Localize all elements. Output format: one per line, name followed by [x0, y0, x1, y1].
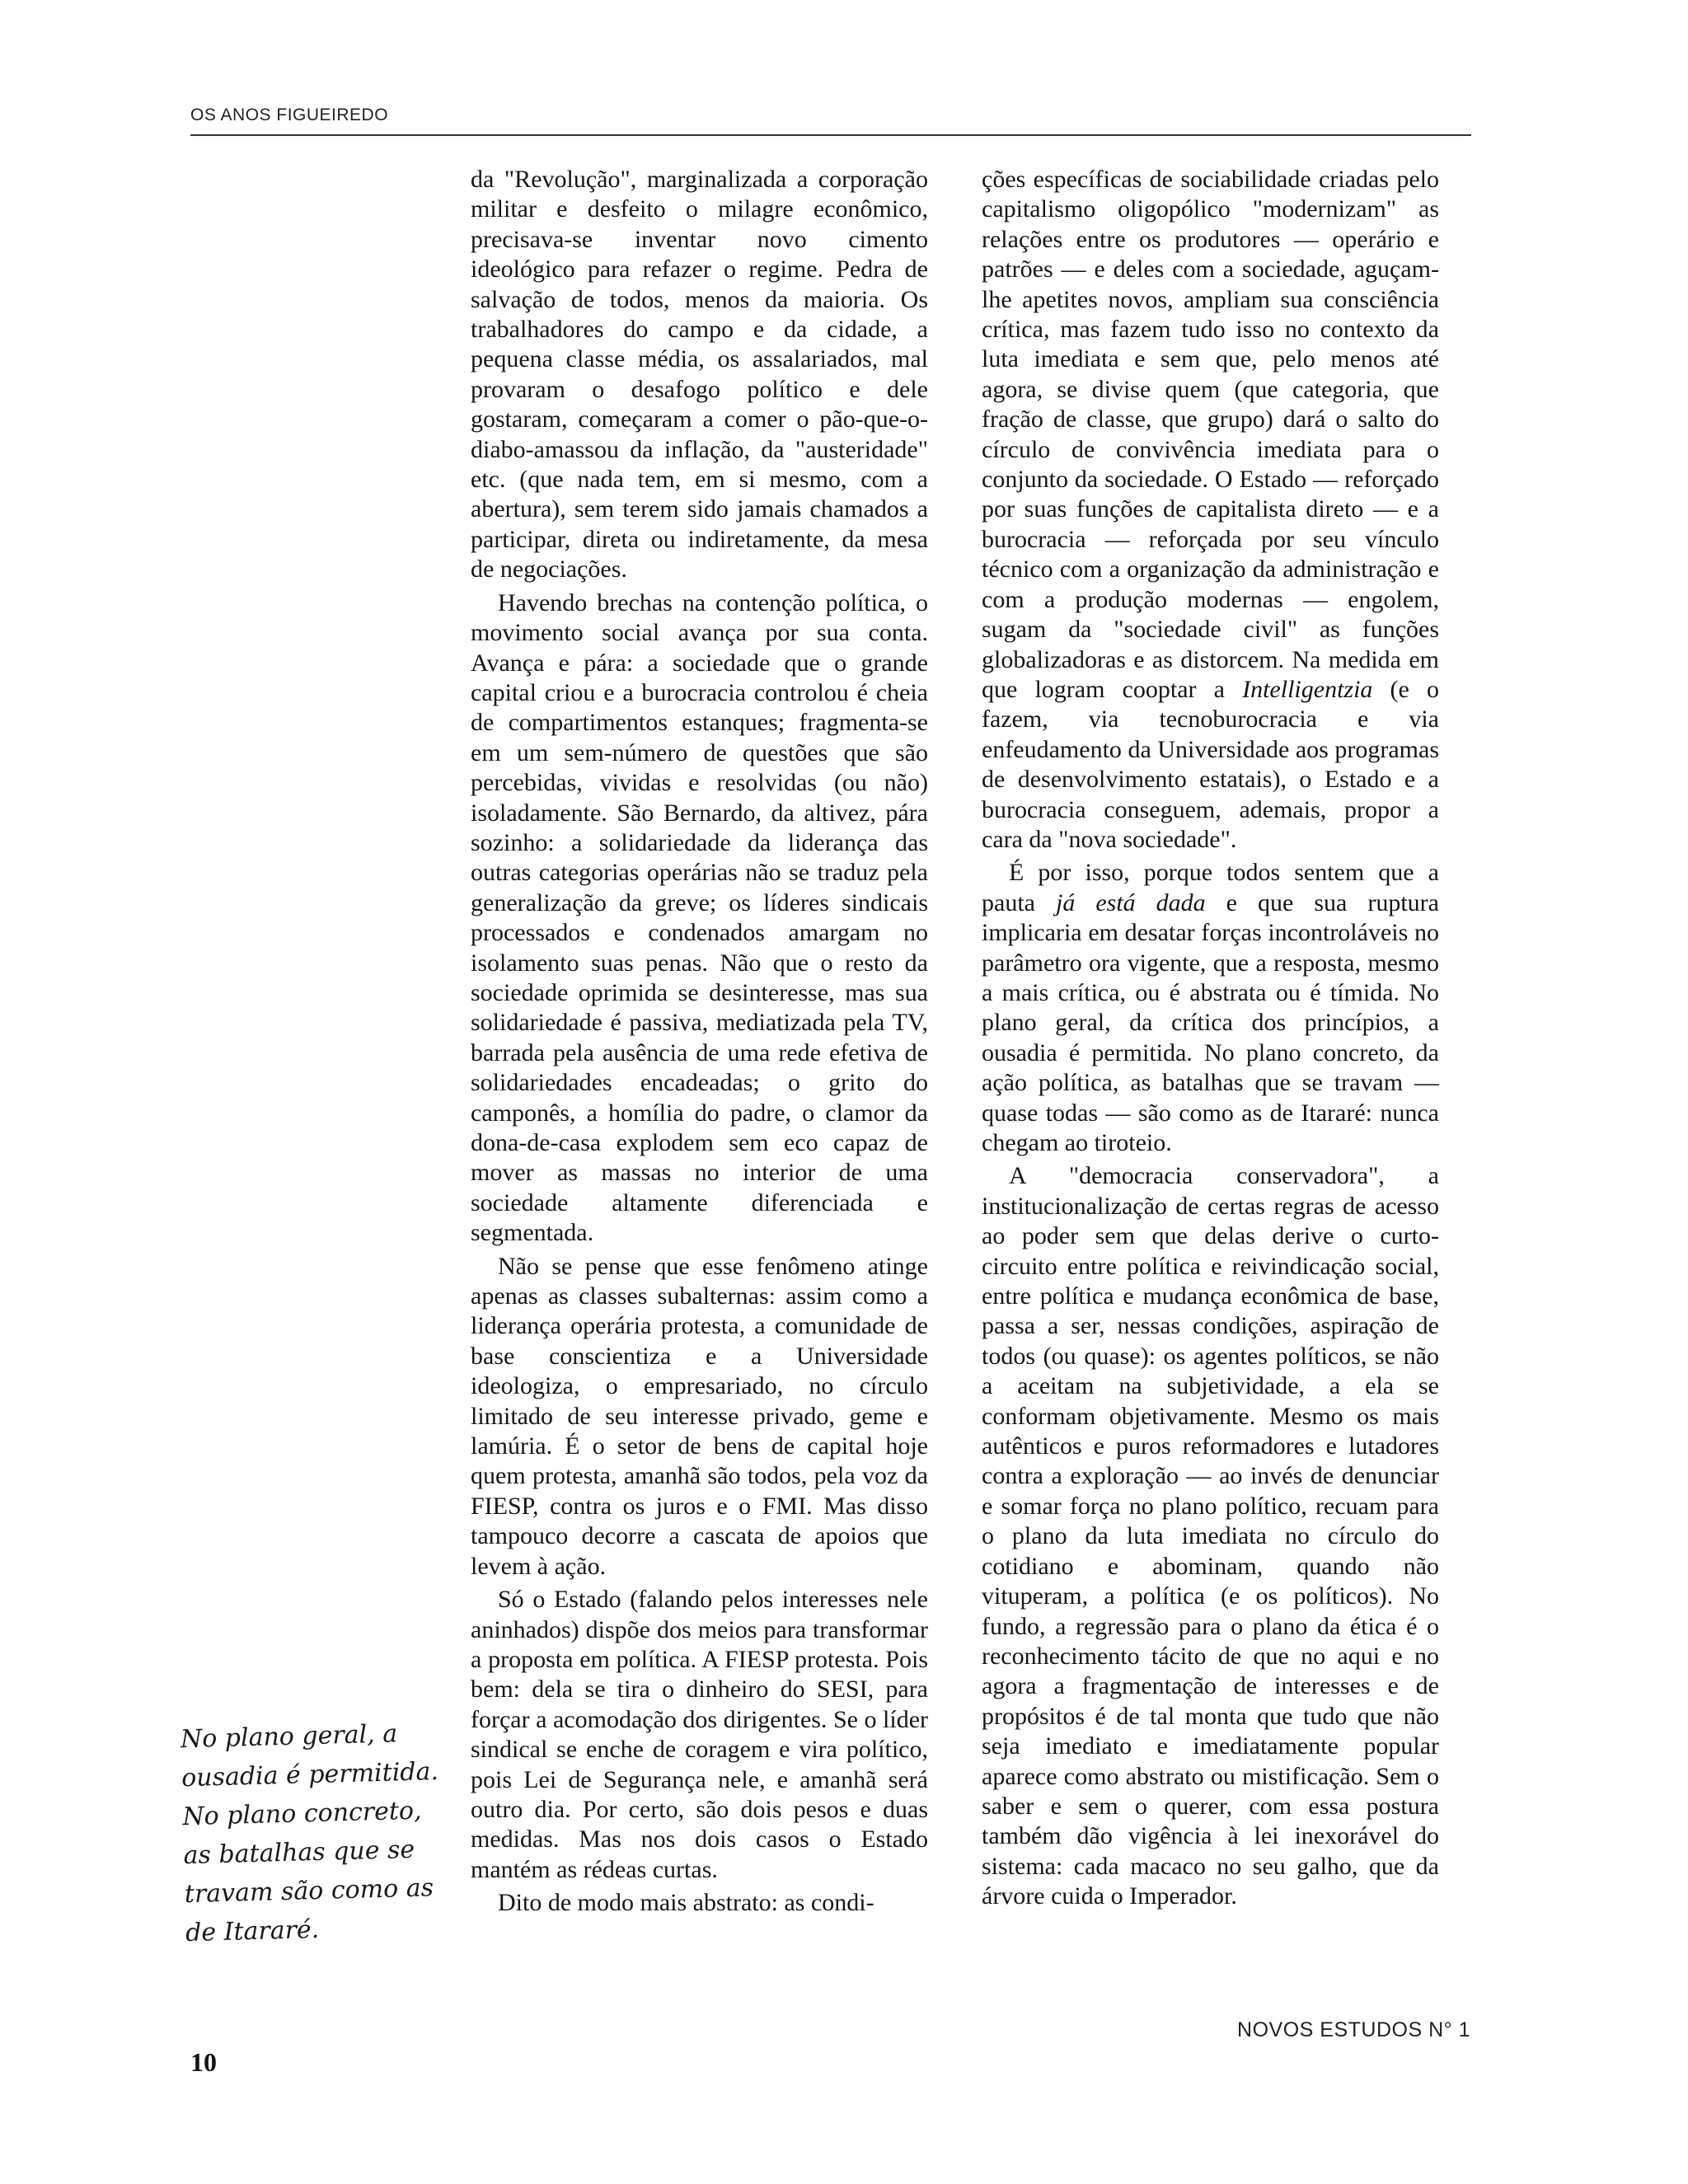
paragraph: [982, 165, 1439, 855]
italic-term: Intelligentzia: [1242, 675, 1373, 703]
running-head: OS ANOS FIGUEIREDO: [190, 105, 389, 124]
paragraph: Não se pense que esse fenômeno atinge apenas as classes subalternas: assim como a liderança operária protesta, a comunidade de base conscientiza e a Universidade ideologiza, o empresariado, no círculo limitado de seu interesse privado, geme e lamúria. É o setor de bens de capital hoje quem protesta, amanhã são todos, pela voz da FIESP, contra os juros e o FMI. Mas disso tampouco decorre a cascata de apoios que levem à ação.: [471, 1252, 928, 1580]
paragraph: da "Revolução", marginalizada a corporação militar e desfeito o milagre econômico, precisava-se inventar novo cimento ideológico para refazer o regime. Pedra de salvação de todos, menos da maioria. Os trabalhadores do campo e da cidade, a pequena classe média, os assalariados, mal provaram o desafogo político e dele gostaram, começaram a comer o pão-que-o-diabo-amassou da inflação, da "austeridade" etc. (que nada tem, em si mesmo, com a abertura), sem terem sido jamais chamados a participar, direta ou indiretamente, da mesa de negociações.: [471, 166, 928, 583]
paragraph-text: e que sua ruptura implicaria em desatar forças incontroláveis no parâmetro ora vigente, que a resposta, mesmo a mais crítica, ou é abstrata ou é tímida. No plano geral, da crítica dos princípios, a ousadia é permitida. No plano concreto, da ação política, as batalhas que se travam — quase todas — são como as de Itararé: nunca chegam ao tiroteio.: [982, 888, 1439, 1156]
italic-phrase: já está dada: [1055, 888, 1206, 916]
paragraph-text: É por isso, porque todos sentem que a pauta: [982, 859, 1439, 916]
text-column-right: [982, 165, 1439, 1915]
paragraph-text: ções específicas de sociabilidade criadas pelo capitalismo oligopólico "modernizam" as relações entre os produtores — operário e patrões — e deles com a sociedade, aguçam-lhe apetites novos, ampliam sua consciência crítica, mas fazem tudo isso no contexto da luta imediata e sem que, pelo menos até agora, se divise quem (que categoria, que fração de classe, que grupo) dará o salto do círculo de convivência imediata para o conjunto da sociedade. O Estado — reforçado por suas funções de capitalista direto — e a burocracia — reforçada por seu vínculo técnico com a organização da administração e com a produção modernas — engolem, sugam da "sociedade civil" as funções globalizadoras e as distorcem. Na medida em que logram cooptar a: [982, 166, 1439, 703]
paragraph-text: (e o fazem, via tecnoburocracia e via enfeudamento da Universidade aos programas de desenvolvimento estatais), o Estado e a burocracia conseguem, ademais, propor a cara da "nova sociedade".: [982, 675, 1439, 853]
paragraph: Dito de modo mais abstrato: as condi-: [498, 1889, 874, 1917]
header-rule: [190, 134, 1471, 136]
paragraph: [982, 858, 1439, 1158]
paragraph: A "democracia conservadora", a institucionalização de certas regras de acesso ao poder sem que delas derive o curto-circuito entre política e reivindicação social, entre política e mudança econômica de base, passa a ser, nessas condições, aspiração de todos (ou quase): os agentes políticos, se não a aceitam na subjetividade, a ela se conformam objetivamente. Mesmo os mais autênticos e puros reformadores e lutadores contra a exploração — ao invés de denunciar e somar força no plano político, recuam para o plano da luta imediata no círculo do cotidiano e abominam, quando não vituperam, a política (e os políticos). No fundo, a regressão para o plano da ética é o reconhecimento tácito de que no aqui e no agora a fragmentação de interesses e de propósitos é de tal monta que tudo que não seja imediato e imediatamente popular aparece como abstrato ou mistificação. Sem o saber e sem o querer, com essa postura também dão vigência à lei inexorável do sistema: cada macaco no seu galho, que da árvore cuida o Imperador.: [982, 1162, 1439, 1910]
paragraph: Havendo brechas na contenção política, o movimento social avança por sua conta. Avança e pára: a sociedade que o grande capital criou e a burocracia controlou é cheia de compartimentos estanques; fragmenta-se em um sem-número de questões que são percebidas, vividas e resolvidas (ou não) isoladamente. São Bernardo, da altivez, pára sozinho: a solidariedade da liderança das outras categorias operárias não se traduz pela generalização da greve; os líderes sindicais processados e condenados amargam no isolamento suas penas. Não que o resto da sociedade oprimida se desinteresse, mas sua solidariedade é passiva, mediatizada pela TV, barrada pela ausência de uma rede efetiva de solidariedades encadeadas; o grito do camponês, a homília do padre, o clamor da dona-de-casa explodem sem eco capaz de mover as massas no interior de uma sociedade altamente diferenciada e segmentada.: [471, 588, 928, 1247]
text-column-left: [471, 165, 928, 1922]
page-number: 10: [190, 2047, 217, 2077]
paragraph: Só o Estado (falando pelos interesses nele aninhados) dispõe dos meios para transformar a proposta em política. A FIESP protesta. Pois bem: dela se tira o dinheiro do SESI, para forçar a acomodação dos dirigentes. Se o líder sindical se enche de coragem e vira político, pois Lei de Segurança nele, e amanhã será outro dia. Por certo, são dois pesos e duas medidas. Mas nos dois casos o Estado mantém as rédeas curtas.: [471, 1586, 928, 1883]
journal-footer: NOVOS ESTUDOS N° 1: [1237, 2018, 1470, 2041]
handwritten-marginal-note: No plano geral, a ousadia é permitida. No plano concreto, as batalhas que se travam são como as de Itararé.: [180, 1719, 439, 1948]
